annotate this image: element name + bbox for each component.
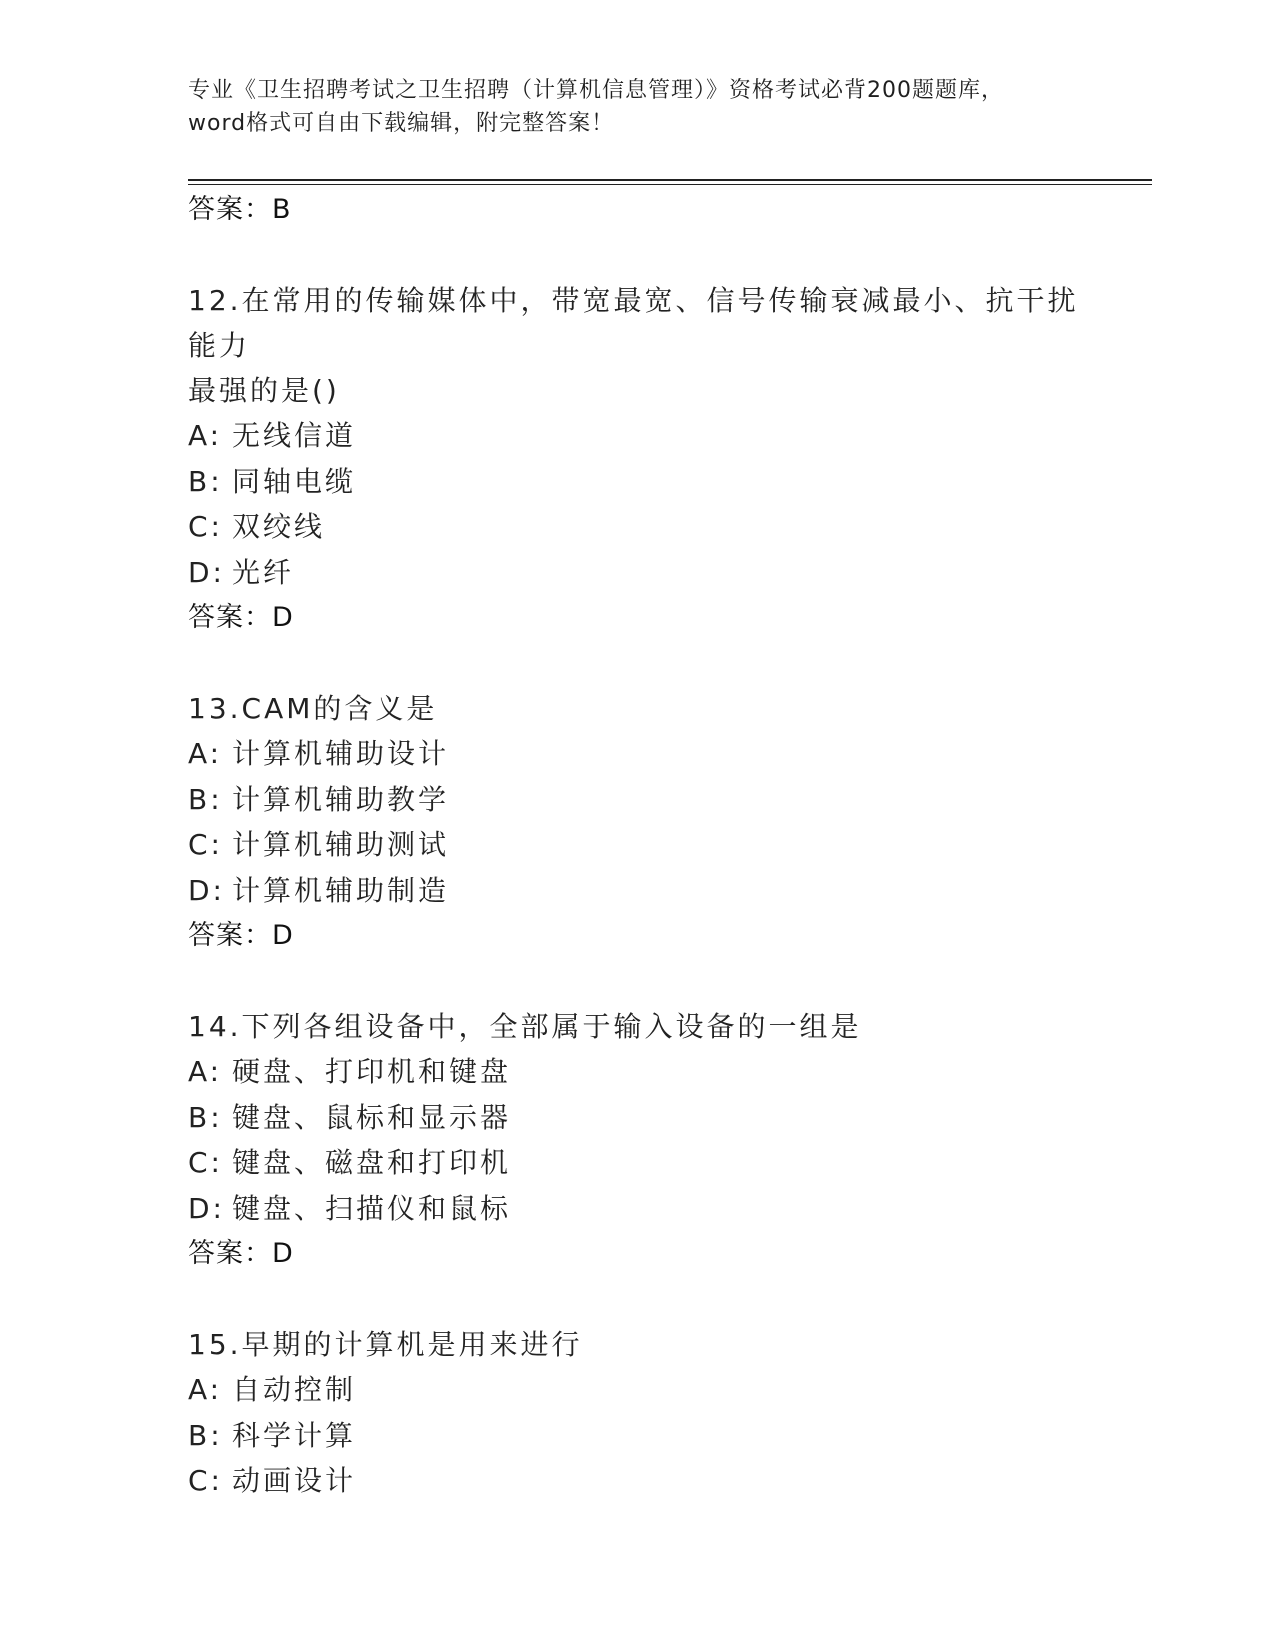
option-text: 计算机辅助制造 (232, 873, 450, 907)
question-stem: 15.早期的计算机是用来进行 (188, 1328, 583, 1361)
option-letter: C: (188, 1146, 223, 1179)
option-letter: B: (188, 1100, 223, 1134)
option-text: 键盘、扫描仪和鼠标 (232, 1191, 512, 1225)
question-stem: 14.下列各组设备中，全部属于输入设备的一组是 (188, 1010, 862, 1043)
question-item (188, 1322, 1088, 1504)
question-option (188, 1413, 1088, 1459)
header-divider-thick (188, 179, 1152, 181)
option-letter: B: (188, 464, 223, 498)
header-divider-thin (188, 184, 1152, 185)
option-text: 硬盘、打印机和键盘 (232, 1055, 512, 1088)
question-option (188, 413, 1088, 459)
option-letter: A: (188, 1373, 223, 1406)
question-stem-continued: 最强的是() (188, 374, 340, 407)
question-option (188, 731, 1088, 777)
option-letter: C: (188, 510, 223, 543)
question-option (188, 550, 1088, 596)
question-stem: 13.CAM的含义是 (188, 692, 438, 725)
question-option (188, 1049, 1088, 1095)
option-letter: A: (188, 1055, 223, 1088)
answer-label: 答案：D (188, 1238, 294, 1269)
header-title-line-2: word格式可自由下载编辑，附完整答案！ (188, 111, 615, 136)
option-text: 计算机辅助设计 (232, 737, 450, 770)
option-text: 无线信道 (232, 419, 357, 452)
option-letter: A: (188, 419, 223, 452)
question-stem: 12.在常用的传输媒体中，带宽最宽、信号传输衰减最小、抗干扰能力 (188, 284, 1079, 362)
question-option (188, 822, 1088, 868)
option-letter: A: (188, 737, 223, 770)
option-text: 键盘、鼠标和显示器 (232, 1100, 512, 1134)
option-text: 计算机辅助测试 (232, 828, 450, 861)
question-option (188, 1095, 1088, 1141)
option-text: 自动控制 (232, 1373, 357, 1406)
option-text: 双绞线 (232, 510, 326, 543)
answer-label: 答案：D (188, 920, 294, 951)
option-letter: D: (188, 555, 225, 589)
option-text: 键盘、磁盘和打印机 (232, 1146, 512, 1179)
question-option (188, 1458, 1088, 1504)
option-text: 科学计算 (232, 1418, 357, 1452)
option-letter: B: (188, 782, 223, 816)
answer-label: 答案：D (188, 602, 294, 633)
question-option (188, 1367, 1088, 1413)
option-text: 动画设计 (232, 1464, 357, 1497)
option-text: 同轴电缆 (232, 464, 357, 498)
question-item (188, 686, 1088, 959)
question-option (188, 459, 1088, 505)
question-option (188, 868, 1088, 914)
question-option (188, 1186, 1088, 1232)
option-text: 计算机辅助教学 (232, 782, 450, 816)
option-letter: C: (188, 828, 223, 861)
question-item (188, 1004, 1088, 1277)
question-item (188, 278, 1088, 641)
answer-label: 答案：B (188, 194, 292, 225)
document-header (188, 74, 1088, 140)
question-option (188, 1140, 1088, 1186)
option-text: 光纤 (232, 555, 295, 589)
question-option (188, 504, 1088, 550)
header-title-line-1: 专业《卫生招聘考试之卫生招聘（计算机信息管理）》资格考试必背200题题库， (188, 78, 1004, 103)
option-letter: D: (188, 873, 225, 907)
document-body (188, 187, 1088, 1504)
option-letter: B: (188, 1418, 223, 1452)
question-option (188, 777, 1088, 823)
option-letter: D: (188, 1191, 225, 1225)
option-letter: C: (188, 1464, 223, 1497)
